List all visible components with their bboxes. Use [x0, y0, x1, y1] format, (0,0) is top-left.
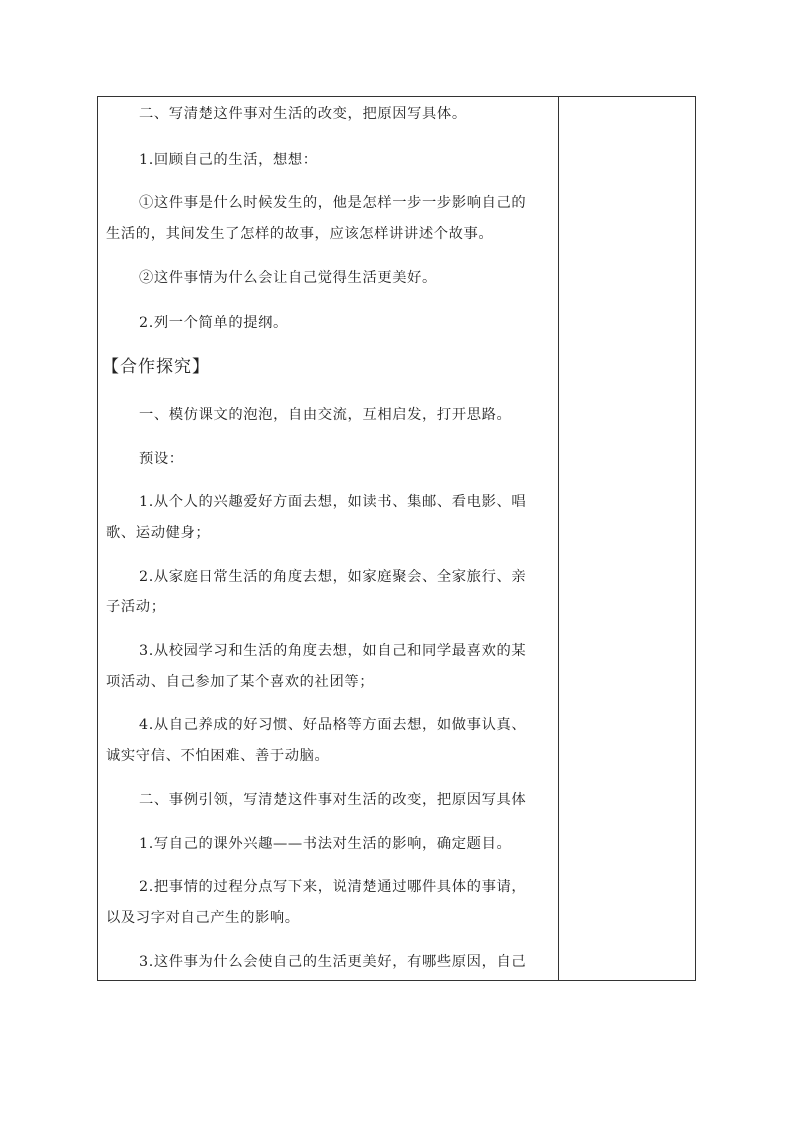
text-line: 诚实守信、不怕困难、善于动脑。 [106, 748, 330, 764]
text-line: 预设： [139, 451, 184, 467]
text-line: 2.把事情的过程分点写下来，说清楚通过哪件具体的事请， [139, 879, 527, 895]
text-line: 一、模仿课文的泡泡，自由交流，互相启发，打开思路。 [139, 407, 512, 423]
text-line: 1.回顾自己的生活，想想： [139, 152, 318, 168]
text-line: 1.从个人的兴趣爱好方面去想，如读书、集邮、看电影、唱 [139, 494, 527, 510]
text-line: 二、事例引领，写清楚这件事对生活的改变，把原因写具体 [139, 792, 527, 808]
text-line: 生活的，其间发生了怎样的故事，应该怎样讲讲述个故事。 [106, 226, 494, 242]
text-line: 二、写清楚这件事对生活的改变，把原因写具体。 [139, 106, 467, 122]
content-table [97, 96, 696, 981]
main-content-cell [98, 97, 558, 980]
text-line: 以及习字对自己产生的影响。 [106, 910, 300, 926]
text-line: 3.这件事为什么会使自己的生活更美好，有哪些原因，自己 [139, 954, 527, 970]
text-line: 子活动； [106, 599, 166, 615]
text-line: ①这件事是什么时候发生的，他是怎样一步一步影响自己的 [139, 195, 527, 211]
text-line: ②这件事情为什么会让自己觉得生活更美好。 [139, 270, 437, 286]
text-line: 2.列一个简单的提纲。 [139, 315, 288, 331]
text-line: 3.从校园学习和生活的角度去想，如自己和同学最喜欢的某 [139, 643, 527, 659]
section-heading-cooperative-inquiry: 【合作探究】 [102, 357, 210, 377]
text-line: 4.从自己养成的好习惯、好品格等方面去想，如做事认真、 [139, 717, 527, 733]
text-line: 歌、运动健身； [106, 525, 211, 541]
side-notes-cell [559, 97, 695, 980]
text-line: 项活动、自己参加了某个喜欢的社团等； [106, 674, 375, 690]
text-line: 2.从家庭日常生活的角度去想，如家庭聚会、全家旅行、亲 [139, 569, 527, 585]
text-line: 1.写自己的课外兴趣——书法对生活的影响，确定题目。 [139, 836, 512, 852]
